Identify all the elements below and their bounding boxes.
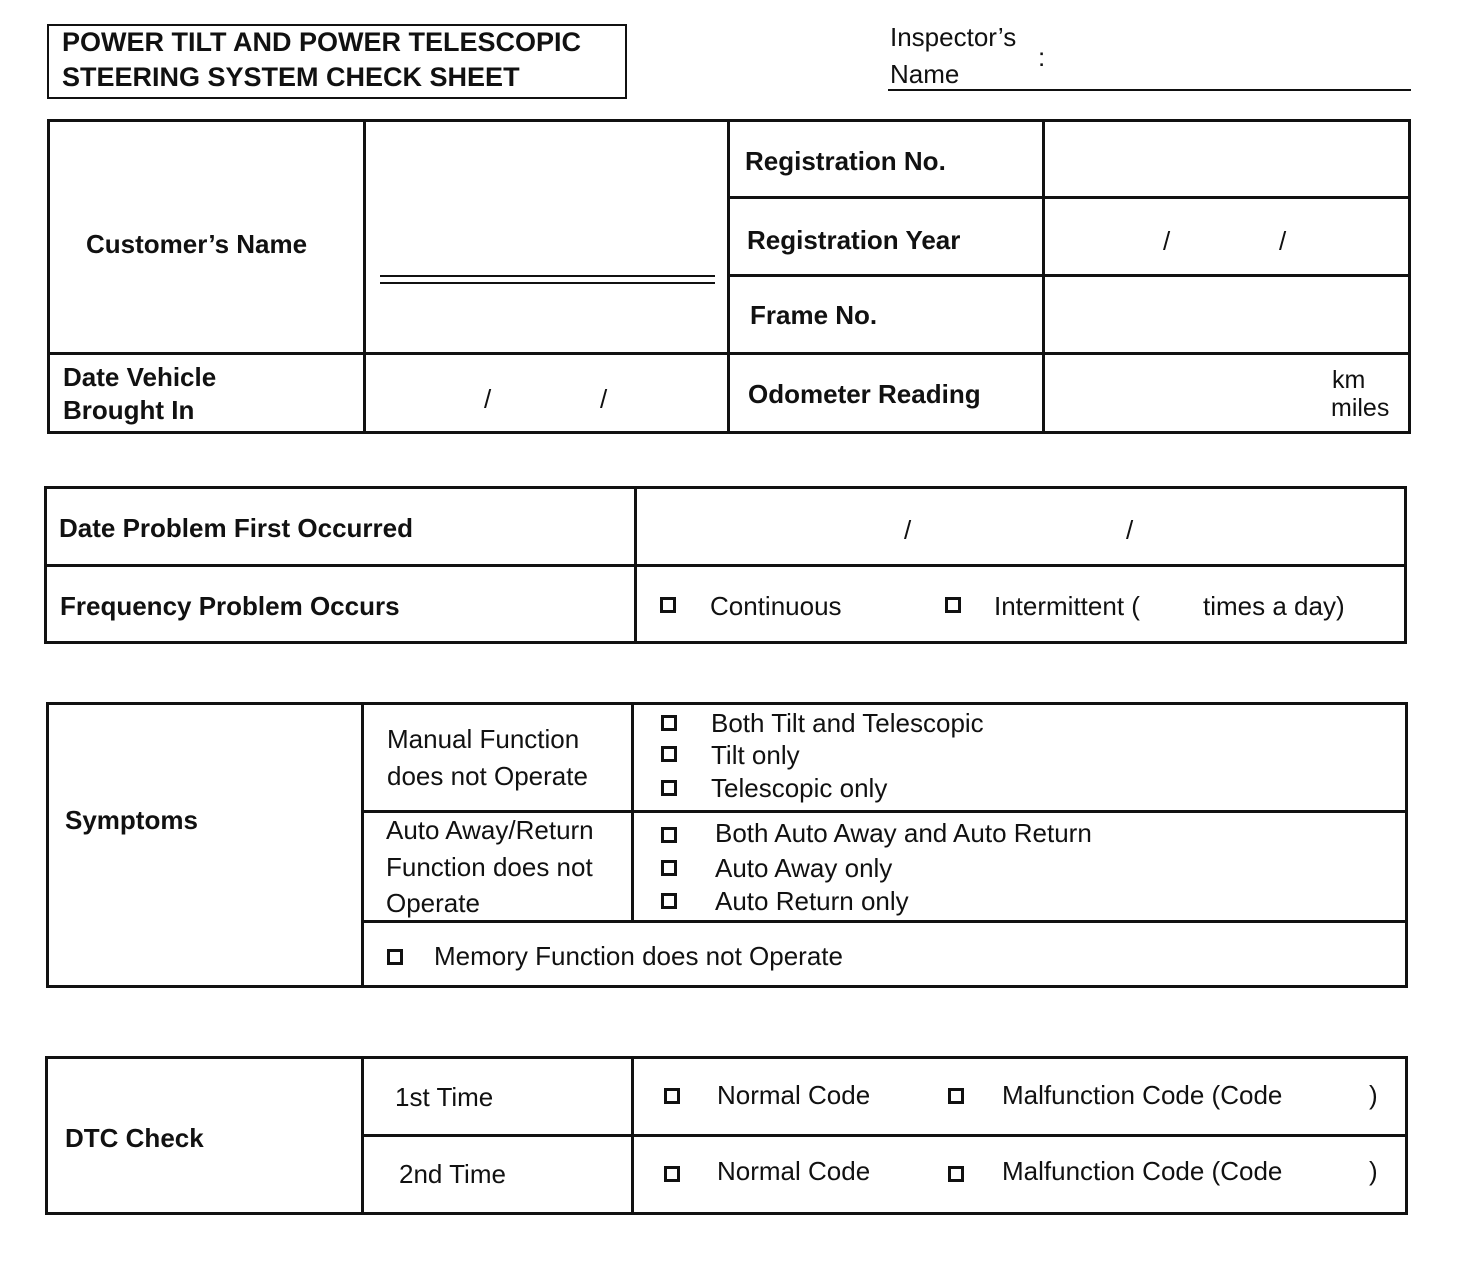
- registration-year-label: Registration Year: [747, 225, 961, 255]
- customer-name-field[interactable]: [370, 125, 720, 347]
- title-line-2: STEERING SYSTEM CHECK SHEET: [62, 62, 520, 92]
- divider: [361, 702, 364, 988]
- date-separator: /: [600, 384, 608, 414]
- date-separator: /: [1163, 226, 1171, 256]
- both-tilt-telescopic-checkbox[interactable]: [661, 715, 677, 731]
- intermittent-checkbox[interactable]: [945, 597, 961, 613]
- auto-away-only-checkbox[interactable]: [661, 860, 677, 876]
- manual-function-label-line-1: Manual Function: [387, 724, 580, 754]
- inspector-label-line-2: Name: [890, 59, 960, 89]
- divider: [47, 352, 1411, 355]
- inspector-colon: :: [1038, 42, 1046, 72]
- divider: [727, 274, 1411, 277]
- auto-option-label: Auto Away only: [715, 853, 893, 883]
- auto-function-label-line-1: Auto Away/Return: [386, 815, 594, 845]
- divider: [44, 564, 1407, 567]
- dtc-malfunction-label: Malfunction Code (Code: [1002, 1080, 1283, 1110]
- inspector-name-field[interactable]: [1050, 40, 1410, 88]
- times-a-day-label: times a day): [1203, 591, 1345, 621]
- frequency-label: Frequency Problem Occurs: [60, 591, 400, 621]
- dtc-1st-code-field[interactable]: [1304, 1078, 1366, 1112]
- auto-return-only-checkbox[interactable]: [661, 893, 677, 909]
- dtc-check-label: DTC Check: [65, 1123, 204, 1153]
- odometer-unit-miles: miles: [1331, 394, 1390, 422]
- date-first-occurred-label: Date Problem First Occurred: [59, 513, 413, 543]
- dtc-close-paren: ): [1369, 1156, 1378, 1186]
- times-a-day-field[interactable]: [1152, 590, 1198, 624]
- inspector-label-line-1: Inspector’s: [890, 22, 1017, 52]
- customer-name-double-rule: [380, 275, 715, 277]
- both-auto-away-return-checkbox[interactable]: [661, 827, 677, 843]
- date-brought-in-field[interactable]: [370, 358, 722, 430]
- manual-option-label: Tilt only: [711, 740, 800, 770]
- dtc-time-label: 1st Time: [395, 1082, 494, 1112]
- dtc-close-paren: ): [1369, 1080, 1378, 1110]
- date-separator: /: [1126, 515, 1134, 545]
- auto-function-label-line-3: Operate: [386, 888, 480, 918]
- manual-option-label: Telescopic only: [711, 773, 888, 803]
- continuous-label: Continuous: [710, 591, 842, 621]
- tilt-only-checkbox[interactable]: [661, 746, 677, 762]
- customer-name-label: Customer’s Name: [86, 229, 308, 259]
- registration-year-field[interactable]: [1048, 202, 1406, 272]
- divider: [363, 119, 366, 434]
- title-line-1: POWER TILT AND POWER TELESCOPIC: [62, 27, 581, 57]
- manual-function-label-line-2: does not Operate: [387, 761, 588, 791]
- dtc-2nd-malfunction-checkbox[interactable]: [948, 1166, 964, 1182]
- intermittent-label: Intermittent (: [994, 591, 1140, 621]
- customer-name-double-rule: [380, 282, 715, 284]
- registration-no-label: Registration No.: [745, 146, 946, 176]
- dtc-time-label: 2nd Time: [399, 1159, 506, 1189]
- date-separator: /: [904, 515, 912, 545]
- frame-no-field[interactable]: [1048, 280, 1406, 350]
- date-separator: /: [484, 384, 492, 414]
- odometer-field[interactable]: [1048, 358, 1328, 430]
- dtc-2nd-normal-checkbox[interactable]: [664, 1166, 680, 1182]
- odometer-unit-km: km: [1332, 366, 1366, 394]
- date-first-occurred-field[interactable]: [642, 492, 1402, 560]
- odometer-label: Odometer Reading: [748, 379, 981, 409]
- auto-function-label-line-2: Function does not: [386, 852, 593, 882]
- registration-no-field[interactable]: [1048, 124, 1406, 194]
- auto-option-label: Both Auto Away and Auto Return: [715, 818, 1092, 848]
- dtc-2nd-code-field[interactable]: [1304, 1155, 1366, 1189]
- dtc-malfunction-label: Malfunction Code (Code: [1002, 1156, 1283, 1186]
- dtc-normal-label: Normal Code: [717, 1080, 871, 1110]
- dtc-1st-malfunction-checkbox[interactable]: [948, 1088, 964, 1104]
- frame-no-label: Frame No.: [750, 300, 878, 330]
- telescopic-only-checkbox[interactable]: [661, 780, 677, 796]
- inspector-name-underline: [888, 89, 1411, 91]
- symptoms-label: Symptoms: [65, 805, 198, 835]
- divider: [727, 196, 1411, 199]
- divider: [361, 920, 1408, 923]
- manual-option-label: Both Tilt and Telescopic: [711, 708, 984, 738]
- memory-function-checkbox[interactable]: [387, 949, 403, 965]
- auto-option-label: Auto Return only: [715, 886, 909, 916]
- dtc-1st-normal-checkbox[interactable]: [664, 1088, 680, 1104]
- date-brought-in-label-line-2: Brought In: [63, 395, 195, 425]
- divider: [361, 1134, 1408, 1137]
- continuous-checkbox[interactable]: [660, 597, 676, 613]
- date-separator: /: [1279, 226, 1287, 256]
- memory-function-label: Memory Function does not Operate: [434, 941, 843, 971]
- date-brought-in-label-line-1: Date Vehicle: [63, 362, 217, 392]
- dtc-normal-label: Normal Code: [717, 1156, 871, 1186]
